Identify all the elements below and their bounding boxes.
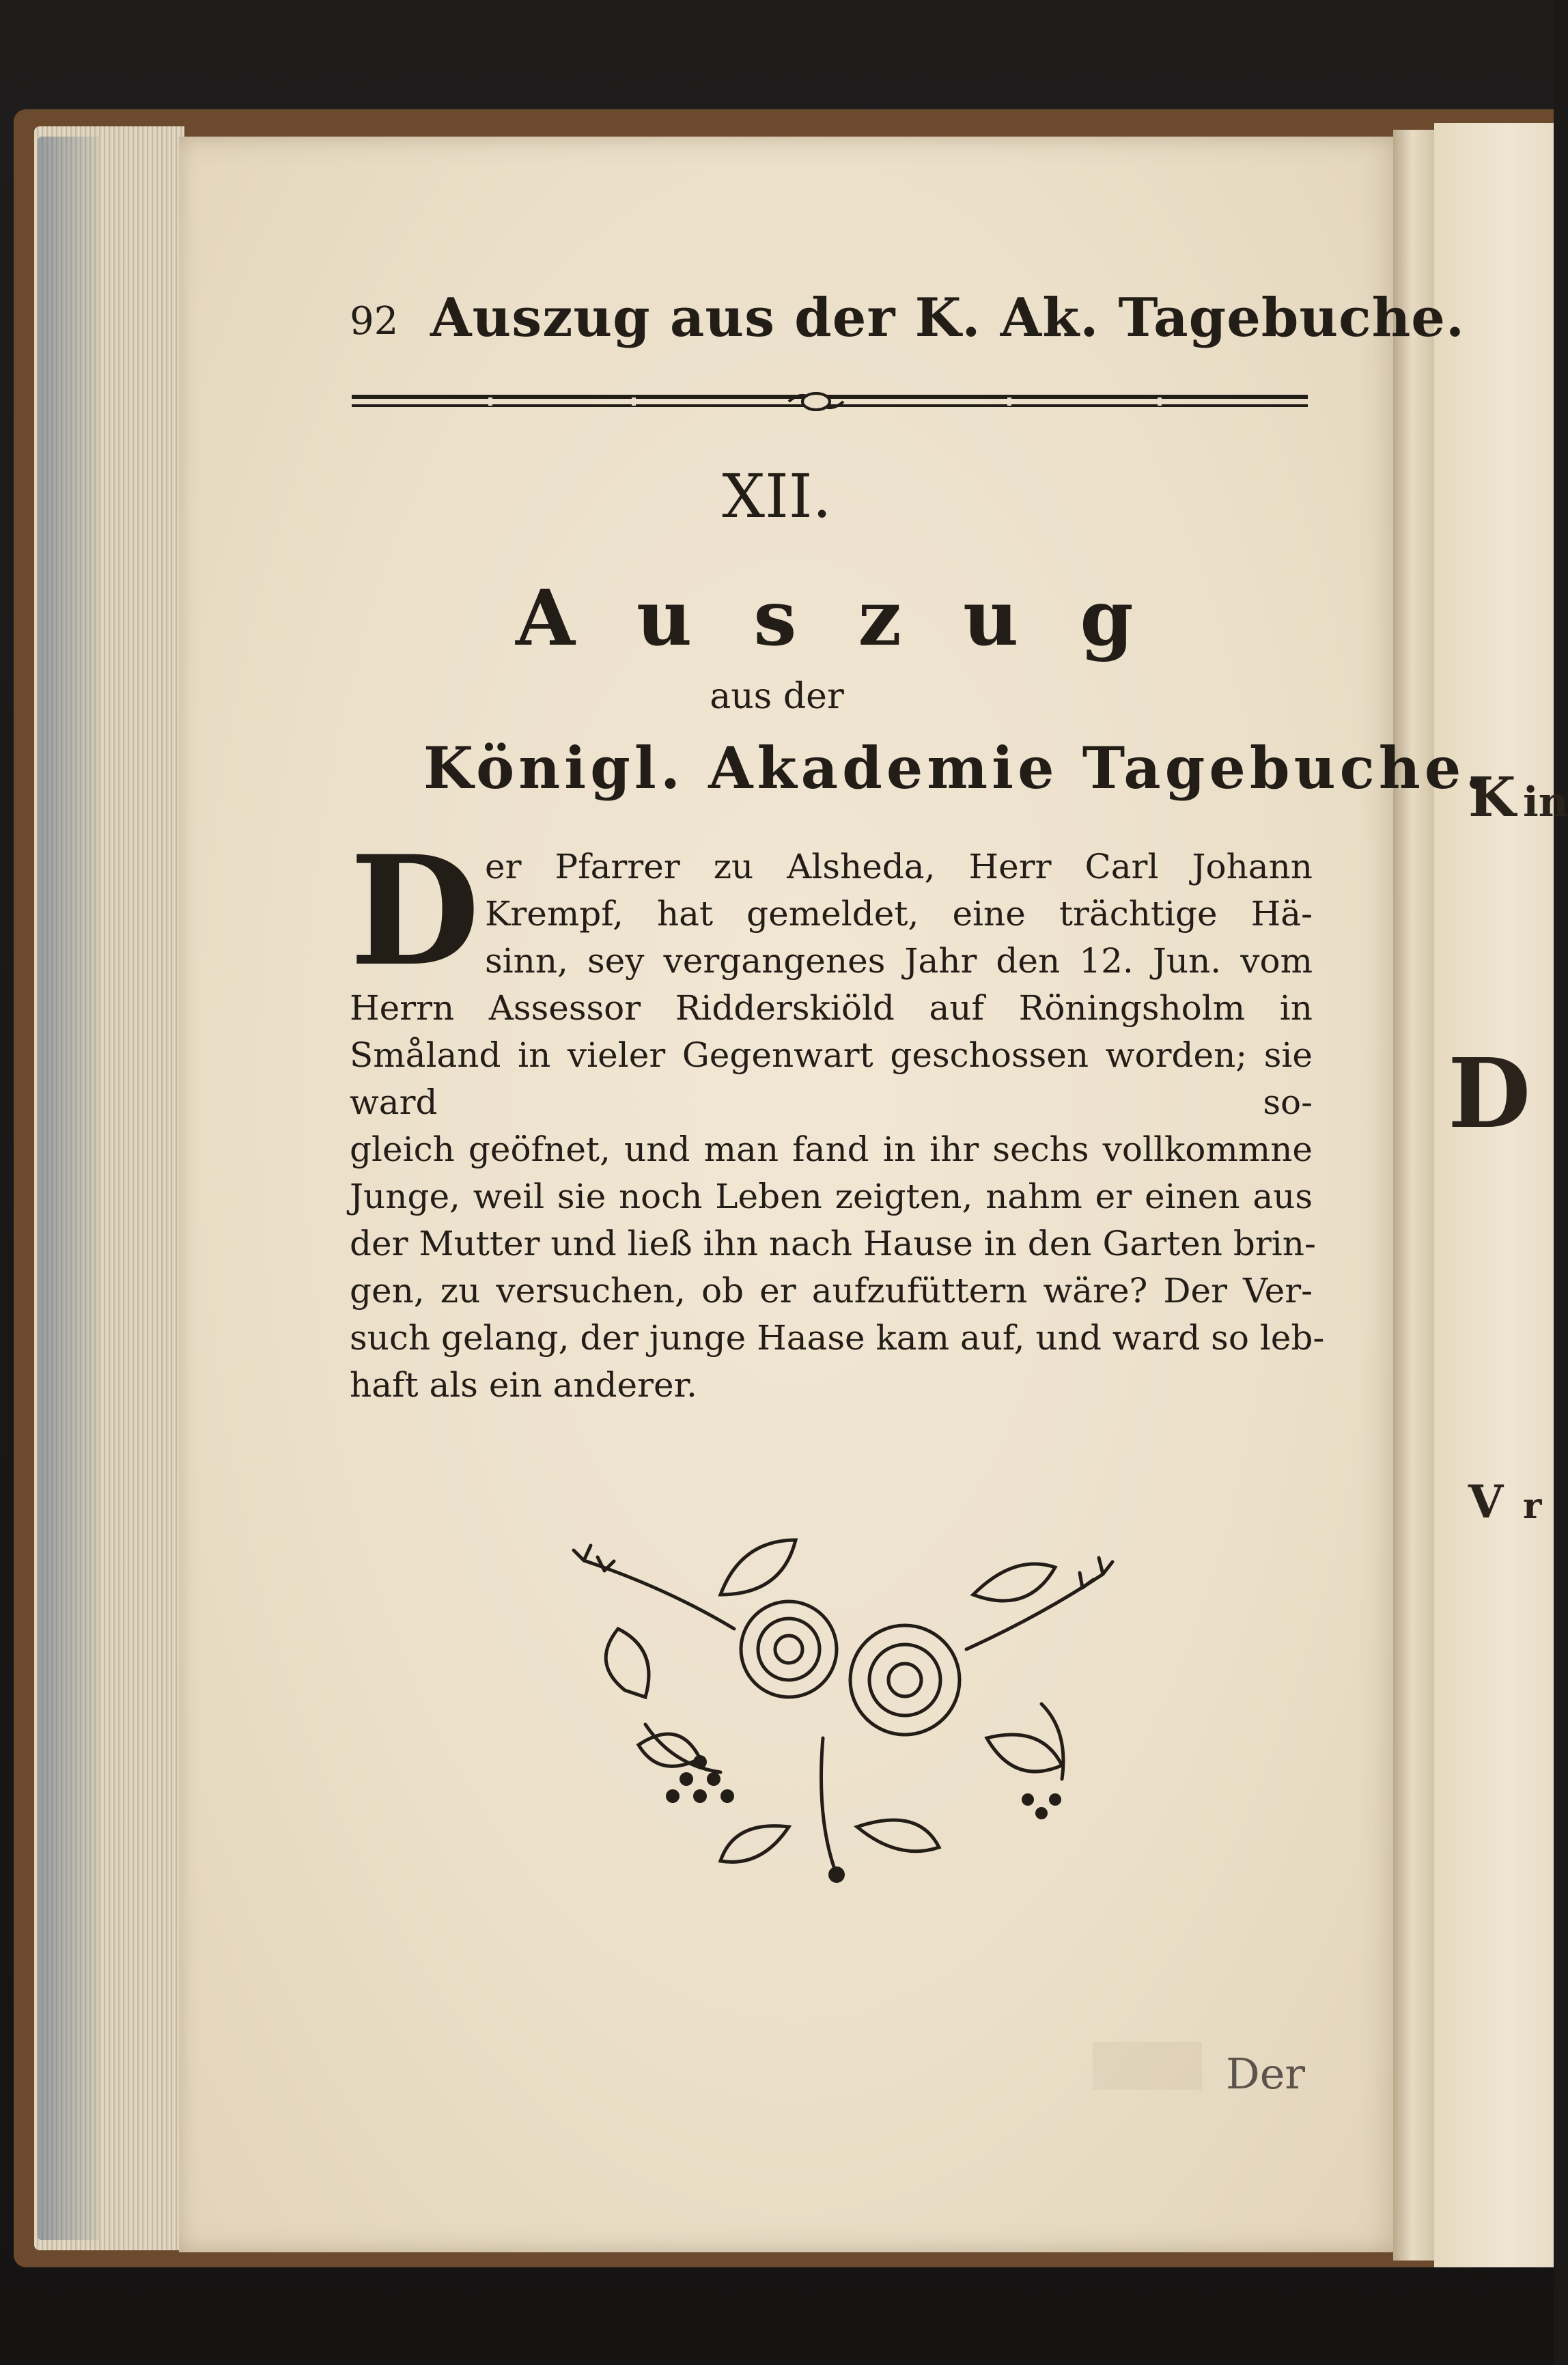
text-line: Krempf, hat gemeldet, eine trächtige Hä- xyxy=(485,894,1313,934)
text-line: er Pfarrer zu Alsheda, Herr Carl Johann xyxy=(485,847,1313,886)
text-line: sinn, sey vergangenes Jahr den 12. Jun. vom xyxy=(485,941,1313,981)
decorative-rule xyxy=(352,389,1308,417)
page-edge-tint xyxy=(38,137,99,2240)
next-page-fragment: r xyxy=(1523,1485,1542,1527)
next-page-fragment: D xyxy=(1448,1038,1531,1150)
subtitle-small: aus der xyxy=(710,676,844,717)
text-line: Junge, weil sie noch Leben zeigten, nahm er einen aus xyxy=(350,1177,1313,1216)
text-line: gen, zu versuchen, ob er aufzufüttern wäre? Der Ver- xyxy=(350,1271,1313,1311)
body-paragraph xyxy=(350,822,1325,1409)
next-page-fragment: K xyxy=(1468,765,1516,829)
text-line: haft als ein anderer. xyxy=(350,1365,697,1405)
drop-cap: D xyxy=(350,822,480,999)
main-title: Auszug xyxy=(516,574,1195,663)
section-number: XII. xyxy=(722,461,832,531)
page-header xyxy=(350,287,1466,362)
next-page-fragment: in xyxy=(1523,779,1568,826)
text-line: der Mutter und ließ ihn nach Hause in den Garten brin- xyxy=(350,1224,1316,1263)
text-line: Herrn Assessor Ridderskiöld auf Röningsholm in Småland in vieler Gegenwart geschossen worden; sie ward so- xyxy=(350,988,1313,1122)
subtitle-large: Königl. Akademie Tagebuche. xyxy=(423,734,1489,802)
right-page-edge xyxy=(1434,123,1568,2267)
text-line: gleich geöfnet, und man fand in ihr sechs vollkommne xyxy=(350,1130,1313,1169)
next-page-fragment: V xyxy=(1468,1475,1504,1528)
text-line: such gelang, der junge Haase kam auf, und ward so leb- xyxy=(350,1318,1325,1358)
page-number: 92 xyxy=(350,299,399,344)
bleed-through-mark xyxy=(1093,2042,1202,2090)
floral-ornament-icon xyxy=(563,1533,1123,1888)
running-title: Auszug aus der K. Ak. Tagebuche. xyxy=(430,287,1466,349)
catchword: Der xyxy=(1226,2049,1306,2099)
